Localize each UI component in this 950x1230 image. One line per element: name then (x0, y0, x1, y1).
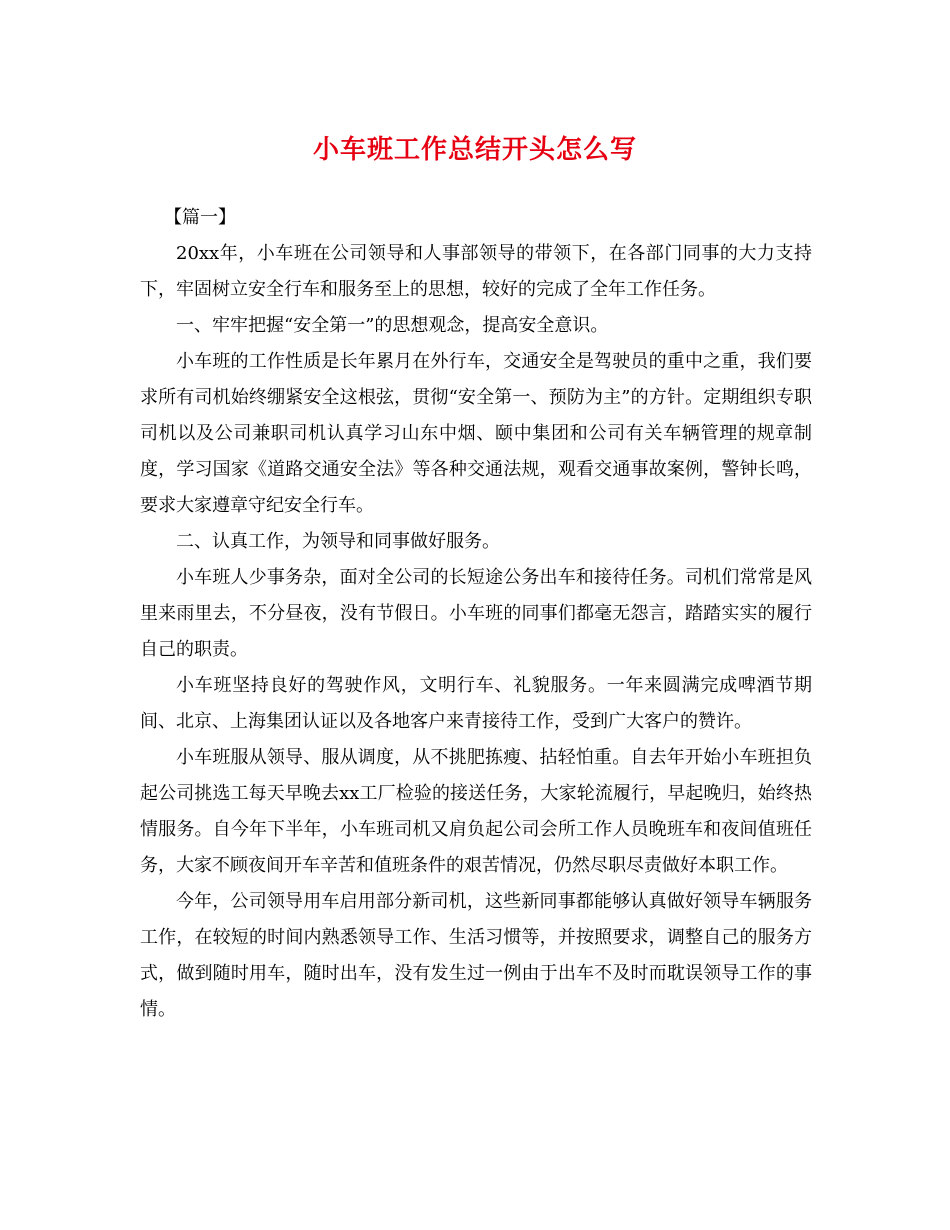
paragraph-service-1: 小车班人少事务杂，面对全公司的长短途公务出车和接待任务。司机们常常是风里来雨里去，不分昼夜，没有节假日。小车班的同事们都毫无怨言，踏踏实实的履行自己的职责。 (140, 567, 812, 660)
section-label: 【篇一】 (164, 207, 236, 228)
document-body (140, 200, 812, 1028)
paragraph-service-3: 小车班服从领导、服从调度，从不挑肥拣瘦、拈轻怕重。自去年开始小车班担负起公司挑选工每天早晚去xx工厂检验的接送任务，大家轮流履行，早起晚归，始终热情服务。自今年下半年，小车班司机又肩负起公司会所工作人员晚班车和夜间值班任务，大家不顾夜间开车辛苦和值班条件的艰苦情况，仍然尽职尽责做好本职工作。 (140, 747, 812, 876)
paragraph-intro: 20xx年，小车班在公司领导和人事部领导的带领下，在各部门同事的大力支持下，牢固树立安全行车和服务至上的思想，较好的完成了全年工作任务。 (140, 243, 812, 300)
heading-safety-first: 一、牢牢把握“安全第一”的思想观念，提高安全意识。 (176, 315, 609, 336)
paragraph-service-2: 小车班坚持良好的驾驶作风，文明行车、礼貌服务。一年来圆满完成啤酒节期间、北京、上海集团认证以及各地客户来青接待工作，受到广大客户的赞许。 (140, 675, 812, 732)
paragraph-new-drivers: 今年，公司领导用车启用部分新司机，这些新同事都能够认真做好领导车辆服务工作，在较短的时间内熟悉领导工作、生活习惯等，并按照要求，调整自己的服务方式，做到随时用车，随时出车，没有发生过一例由于出车不及时而耽误领导工作的事情。 (140, 891, 812, 1020)
heading-service: 二、认真工作，为领导和同事做好服务。 (176, 531, 500, 552)
paragraph-safety: 小车班的工作性质是长年累月在外行车，交通安全是驾驶员的重中之重，我们要求所有司机始终绷紧安全这根弦，贯彻“安全第一、预防为主”的方针。定期组织专职司机以及公司兼职司机认真学习山东中烟、颐中集团和公司有关车辆管理的规章制度，学习国家《道路交通安全法》等各种交通法规，观看交通事故案例，警钟长鸣，要求大家遵章守纪安全行车。 (140, 351, 812, 516)
document-title: 小车班工作总结开头怎么写 (312, 135, 637, 165)
